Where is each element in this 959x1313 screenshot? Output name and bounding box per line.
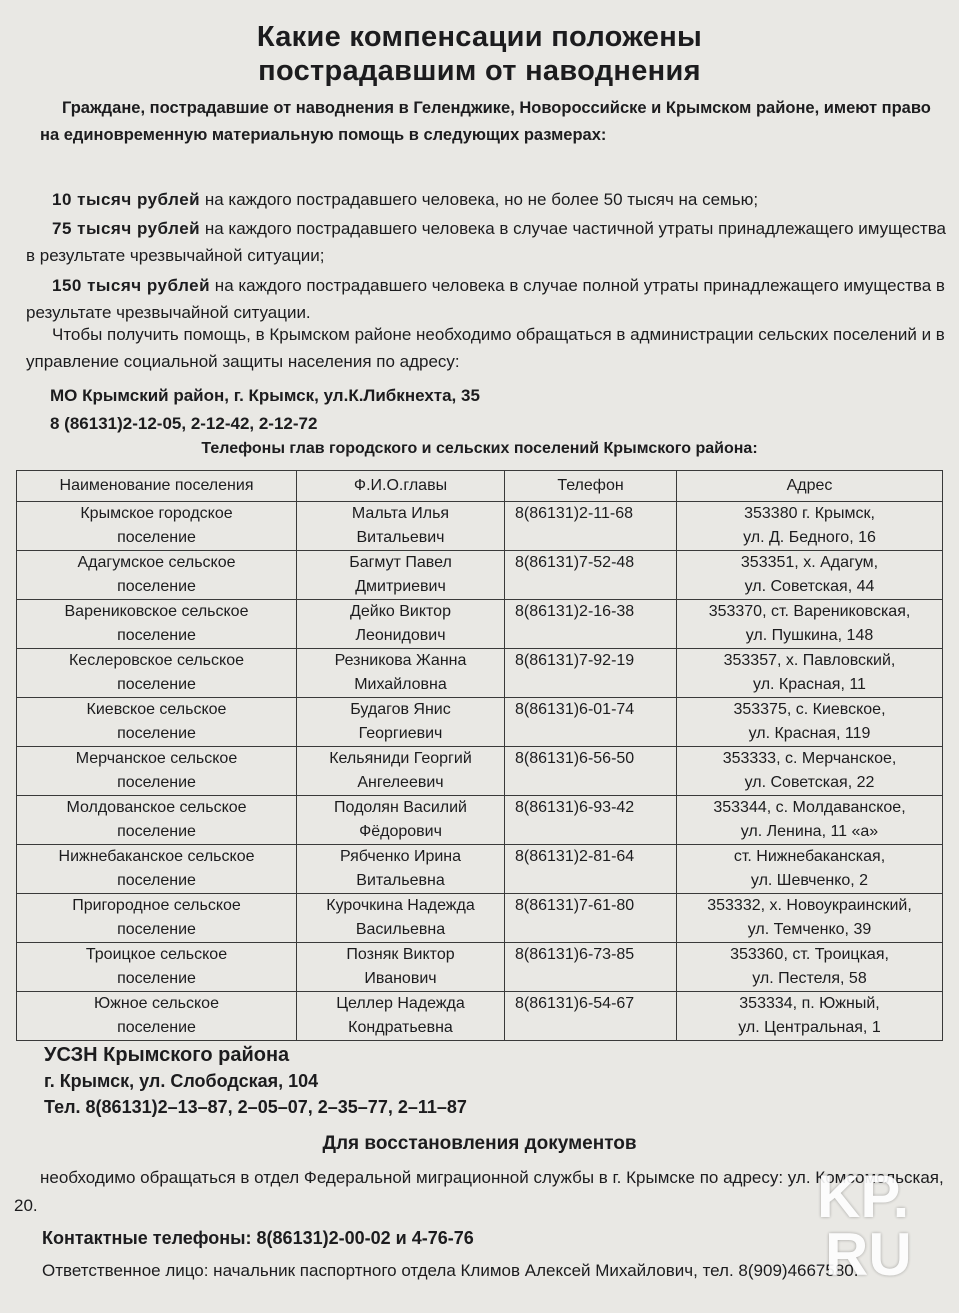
head-name-cell (297, 600, 505, 649)
head-name-cell-line: Дмитриевич (355, 578, 446, 595)
table-row (17, 894, 943, 943)
settlement-cell-line: Крымское городское (80, 505, 233, 522)
head-name-cell (297, 796, 505, 845)
docs-text: необходимо обращаться в отдел Федеральной миграционной службы в г. Крымске по адресу: ул. Комсомольская, 20. (14, 1168, 944, 1215)
settlement-cell (17, 600, 297, 649)
header-address: Адрес (677, 471, 943, 502)
administration-address (50, 382, 480, 438)
head-name-cell-line: Леонидович (355, 627, 446, 644)
address-cell (677, 894, 943, 943)
table-row (17, 747, 943, 796)
head-name-cell (297, 747, 505, 796)
compensation-item-1 (26, 186, 946, 213)
address-cell-line: 353334, п. Южный, (739, 995, 880, 1012)
address-cell-line: 353370, ст. Варениковская, (708, 603, 911, 620)
compensation-text: на каждого пострадавшего человека в случае полной утраты принадлежащего имущества в результате чрезвычайной ситуации. (26, 276, 945, 322)
header-phone: Телефон (505, 471, 677, 502)
address-cell-line: 353333, с. Мерчанское, (722, 750, 897, 767)
address-cell-line: ул. Советская, 44 (744, 578, 875, 595)
address-cell-line: 353360, ст. Троицкая, (730, 946, 889, 963)
settlement-cell-line: Троицкое сельское (85, 946, 228, 963)
address-cell (677, 796, 943, 845)
address-cell-line: 353332, х. Новоукраинский, (707, 897, 912, 914)
address-cell-line: 353357, х. Павловский, (723, 652, 896, 669)
settlement-cell-line: поселение (117, 627, 196, 644)
phone-cell-line: 8(86131)6-01-74 (515, 701, 635, 718)
settlement-cell (17, 698, 297, 747)
kp-ru-logo (817, 1165, 937, 1295)
phone-cell (505, 698, 677, 747)
compensation-amount: 10 тысяч рублей (52, 190, 201, 209)
head-name-cell-line: Иванович (364, 970, 437, 987)
phone-cell-line: 8(86131)7-52-48 (515, 554, 635, 571)
head-name-cell (297, 943, 505, 992)
settlement-cell-line: поселение (117, 529, 196, 546)
settlement-cell-line: Варениковское сельское (64, 603, 249, 620)
head-name-cell-line: Целлер Надежда (336, 995, 465, 1012)
head-name-cell (297, 551, 505, 600)
compensation-item-2 (26, 215, 946, 269)
logo-line-2: RU (825, 1221, 912, 1288)
phone-cell-line: 8(86131)6-54-67 (515, 995, 635, 1012)
phone-cell-line: 8(86131)7-92-19 (515, 652, 635, 669)
help-note: Чтобы получить помощь, в Крымском районе необходимо обращаться в администрации сельских поселений и в управление социальной защиты населения по адресу: (26, 325, 945, 371)
settlement-cell (17, 551, 297, 600)
head-name-cell-line: Подолян Василий (334, 799, 467, 816)
address-line: МО Крымский район, г. Крымск, ул.К.Либкнехта, 35 (50, 386, 480, 405)
phone-cell (505, 894, 677, 943)
phone-cell (505, 747, 677, 796)
head-name-cell-line: Фёдорович (359, 823, 442, 840)
settlement-cell-line: Южное сельское (94, 995, 219, 1012)
title-line-2: пострадавшим от наводнения (258, 55, 701, 87)
address-cell-line: ул. Советская, 22 (744, 774, 875, 791)
head-name-cell-line: Мальта Илья (351, 505, 450, 522)
uszn-block (44, 1042, 467, 1120)
head-name-cell-line: Рябченко Ирина (339, 848, 462, 865)
phone-cell (505, 992, 677, 1041)
address-cell-line: ул. Центральная, 1 (738, 1019, 881, 1036)
compensation-amount: 150 тысяч рублей (52, 276, 211, 295)
head-name-cell-line: Дейко Виктор (350, 603, 451, 620)
address-cell-line: 353375, с. Киевское, (733, 701, 886, 718)
phone-cell (505, 943, 677, 992)
header-head-name: Ф.И.О.главы (297, 471, 505, 502)
head-name-cell-line: Позняк Виктор (346, 946, 455, 963)
head-name-cell-line: Курочкина Надежда (326, 897, 475, 914)
phone-cell (505, 845, 677, 894)
head-name-cell (297, 649, 505, 698)
phone-cell-line: 8(86131)2-81-64 (515, 848, 635, 865)
settlement-cell (17, 747, 297, 796)
table-row (17, 845, 943, 894)
uszn-phones: Тел. 8(86131)2–13–87, 2–05–07, 2–35–77, 2–11–87 (44, 1097, 467, 1117)
head-name-cell-line: Витальевна (356, 872, 445, 889)
head-name-cell (297, 845, 505, 894)
logo-line-1: KP. (817, 1163, 910, 1230)
address-cell (677, 992, 943, 1041)
settlement-cell-line: поселение (117, 725, 196, 742)
phone-cell-line: 8(86131)6-56-50 (515, 750, 635, 767)
address-cell (677, 943, 943, 992)
address-cell-line: ул. Ленина, 11 «а» (740, 823, 879, 840)
address-cell-line: ул. Д. Бедного, 16 (743, 529, 876, 546)
head-name-cell-line: Кельяниди Георгий (329, 750, 472, 767)
head-name-cell (297, 894, 505, 943)
head-name-cell-line: Ангелеевич (357, 774, 444, 791)
address-cell (677, 649, 943, 698)
phone-cell (505, 796, 677, 845)
settlement-cell (17, 992, 297, 1041)
compensation-item-3 (26, 272, 946, 326)
settlement-cell-line: Кеслеровское сельское (68, 652, 244, 669)
head-name-cell (297, 992, 505, 1041)
address-cell (677, 747, 943, 796)
uszn-address: г. Крымск, ул. Слободская, 104 (44, 1071, 319, 1091)
settlement-cell-line: поселение (117, 970, 196, 987)
table-header-row (17, 471, 943, 502)
address-cell (677, 551, 943, 600)
phone-cell (505, 600, 677, 649)
address-phones: 8 (86131)2-12-05, 2-12-42, 2-12-72 (50, 414, 318, 433)
address-cell-line: ул. Шевченко, 2 (750, 872, 869, 889)
phone-cell-line: 8(86131)2-16-38 (515, 603, 635, 620)
phone-cell (505, 649, 677, 698)
phone-cell (505, 502, 677, 551)
phone-cell (505, 551, 677, 600)
settlement-cell-line: Пригородное сельское (72, 897, 241, 914)
head-name-cell-line: Витальевич (356, 529, 445, 546)
head-name-cell-line: Васильевна (355, 921, 446, 938)
settlement-cell-line: Мерчанское сельское (75, 750, 238, 767)
compensation-text: на каждого пострадавшего человека, но не более 50 тысяч на семью; (200, 190, 759, 209)
address-cell-line: ул. Красная, 119 (748, 725, 871, 742)
table-row (17, 796, 943, 845)
address-cell-line: ул. Пестеля, 58 (752, 970, 867, 987)
settlement-cell-line: Адагумское сельское (77, 554, 236, 571)
title-line-1: Какие компенсации положены (256, 21, 703, 53)
settlement-cell-line: поселение (117, 823, 196, 840)
settlement-cell-line: поселение (117, 1019, 196, 1036)
address-cell (677, 600, 943, 649)
intro-paragraph: Граждане, пострадавшие от наводнения в Геленджике, Новороссийске и Крымском районе, имеют право на единовременную материальную помощь в следующих размерах: (40, 99, 931, 144)
address-cell-line: ст. Нижнебаканская, (733, 848, 886, 865)
table-row (17, 649, 943, 698)
phone-cell-line: 8(86131)6-73-85 (515, 946, 635, 963)
responsible-person: Ответственное лицо: начальник паспортного отдела Климов Алексей Михайлович, тел. 8(909)4667580. (42, 1261, 859, 1280)
table-row (17, 943, 943, 992)
settlement-cell-line: поселение (117, 774, 196, 791)
head-name-cell-line: Михайловна (354, 676, 447, 693)
settlement-cell-line: поселение (117, 578, 196, 595)
address-cell (677, 502, 943, 551)
head-name-cell-line: Кондратьевна (348, 1019, 453, 1036)
address-cell-line: ул. Темченко, 39 (747, 921, 872, 938)
settlement-cell (17, 502, 297, 551)
head-name-cell-line: Георгиевич (358, 725, 443, 742)
settlement-cell (17, 649, 297, 698)
head-name-cell-line: Резникова Жанна (334, 652, 467, 669)
settlement-cell-line: поселение (117, 676, 196, 693)
table-body (17, 502, 943, 1041)
phone-cell-line: 8(86131)7-61-80 (515, 897, 635, 914)
uszn-title: УСЗН Крымского района (44, 1044, 290, 1066)
settlement-cell-line: Молдованское сельское (66, 799, 247, 816)
address-cell-line: 353351, х. Адагум, (740, 554, 879, 571)
settlement-cell-line: поселение (117, 921, 196, 938)
compensation-text: на каждого пострадавшего человека в случае частичной утраты принадлежащего имущества в результате чрезвычайной ситуации; (26, 219, 946, 265)
page-title (0, 20, 959, 88)
address-cell-line: ул. Красная, 11 (753, 676, 866, 693)
table-row (17, 992, 943, 1041)
head-name-cell-line: Будагов Янис (350, 701, 451, 718)
settlements-table (16, 470, 943, 1041)
settlement-cell (17, 845, 297, 894)
table-row (17, 502, 943, 551)
settlement-cell-line: поселение (117, 872, 196, 889)
docs-title: Для восстановления документов (322, 1133, 637, 1154)
settlement-cell (17, 894, 297, 943)
table-row (17, 698, 943, 747)
table-title: Телефоны глав городского и сельских поселений Крымского района: (201, 440, 758, 457)
settlement-cell-line: Нижнебаканское сельское (58, 848, 255, 865)
phone-cell-line: 8(86131)2-11-68 (515, 505, 634, 522)
head-name-cell-line: Багмут Павел (349, 554, 452, 571)
contact-phones: Контактные телефоны: 8(86131)2-00-02 и 4-76-76 (42, 1228, 474, 1248)
table-row (17, 600, 943, 649)
address-cell-line: ул. Пушкина, 148 (745, 627, 874, 644)
table-row (17, 551, 943, 600)
head-name-cell (297, 698, 505, 747)
header-settlement: Наименование поселения (17, 471, 297, 502)
address-cell-line: 353380 г. Крымск, (744, 505, 875, 522)
address-cell-line: 353344, с. Молдаванское, (713, 799, 906, 816)
head-name-cell (297, 502, 505, 551)
address-cell (677, 698, 943, 747)
address-cell (677, 845, 943, 894)
settlement-cell (17, 943, 297, 992)
phone-cell-line: 8(86131)6-93-42 (515, 799, 635, 816)
settlement-cell (17, 796, 297, 845)
settlement-cell-line: Киевское сельское (86, 701, 227, 718)
compensation-amount: 75 тысяч рублей (52, 219, 201, 238)
